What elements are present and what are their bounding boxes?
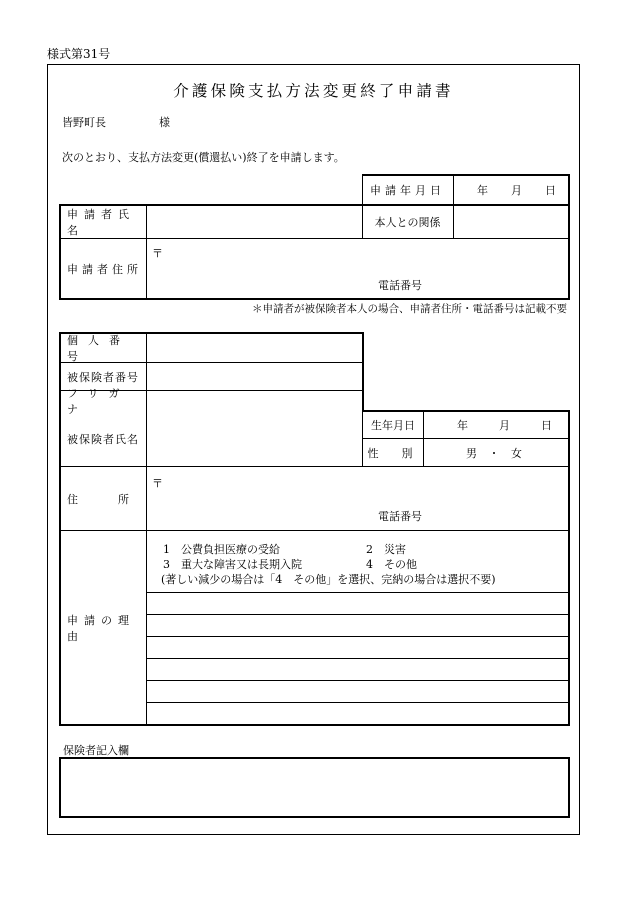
reason-option-4[interactable]: 4 その他 [366, 558, 417, 571]
reason-option-1[interactable]: 1 公費負担医療の受給 [163, 543, 280, 556]
sex-label: 性 別 [367, 446, 419, 460]
insured-address-field[interactable] [147, 467, 568, 530]
page-title: 介護保険支払方法変更終了申請書 [173, 82, 454, 100]
insurer-field-box[interactable] [59, 757, 570, 818]
application-date-label: 申請年月日 [370, 183, 445, 197]
reason-label: 申請の理由 [67, 613, 135, 643]
applicant-name-field[interactable] [147, 205, 362, 238]
intro-text: 次のとおり、支払方法変更(償還払い)終了を申請します。 [62, 151, 345, 164]
honorific: 様 [159, 116, 170, 129]
applicant-address-field[interactable] [147, 239, 568, 298]
insured-phone-label: 電話番号 [378, 510, 422, 523]
reason-remark: (著しい減少の場合は「4 その他」を選択、完納の場合は選択不要) [161, 573, 496, 586]
personal-number-field[interactable] [147, 333, 362, 362]
applicant-phone-label: 電話番号 [378, 279, 422, 292]
applicant-address-label: 申請者住所 [67, 262, 142, 276]
addressee: 皆野町長 [62, 116, 106, 129]
insured-postal-mark: 〒 [152, 477, 163, 490]
application-date-field[interactable]: 年 月 日 [477, 183, 562, 197]
applicant-postal-mark: 〒 [152, 247, 163, 260]
personal-number-label: 個人番号 [67, 333, 130, 363]
form-number: 様式第31号 [47, 47, 111, 61]
insured-address-label: 住 所 [67, 492, 135, 506]
furigana-field[interactable] [147, 391, 362, 410]
reason-option-3[interactable]: 3 重大な障害又は長期入院 [163, 558, 302, 571]
birth-date-field[interactable]: 年 月 日 [457, 418, 562, 432]
insurer-field-label: 保険者記入欄 [63, 744, 129, 757]
reason-detail-lines[interactable] [147, 593, 568, 723]
applicant-name-label: 申請者氏名 [67, 207, 135, 237]
insured-number-label: 被保険者番号 [67, 370, 139, 384]
birth-date-label: 生年月日 [371, 418, 415, 432]
reason-option-2[interactable]: 2 災害 [366, 543, 406, 556]
insured-name-label: 被保険者氏名 [67, 432, 139, 446]
relation-field[interactable] [454, 205, 568, 238]
insured-number-field[interactable] [147, 363, 362, 390]
relation-label: 本人との関係 [374, 215, 441, 229]
insured-name-field[interactable] [147, 411, 362, 466]
sex-choice[interactable]: 男 ・ 女 [466, 446, 526, 460]
furigana-label: フリガナ [67, 386, 130, 416]
applicant-note: ＊申請者が被保険者本人の場合、申請者住所・電話番号は記載不要 [252, 303, 567, 315]
